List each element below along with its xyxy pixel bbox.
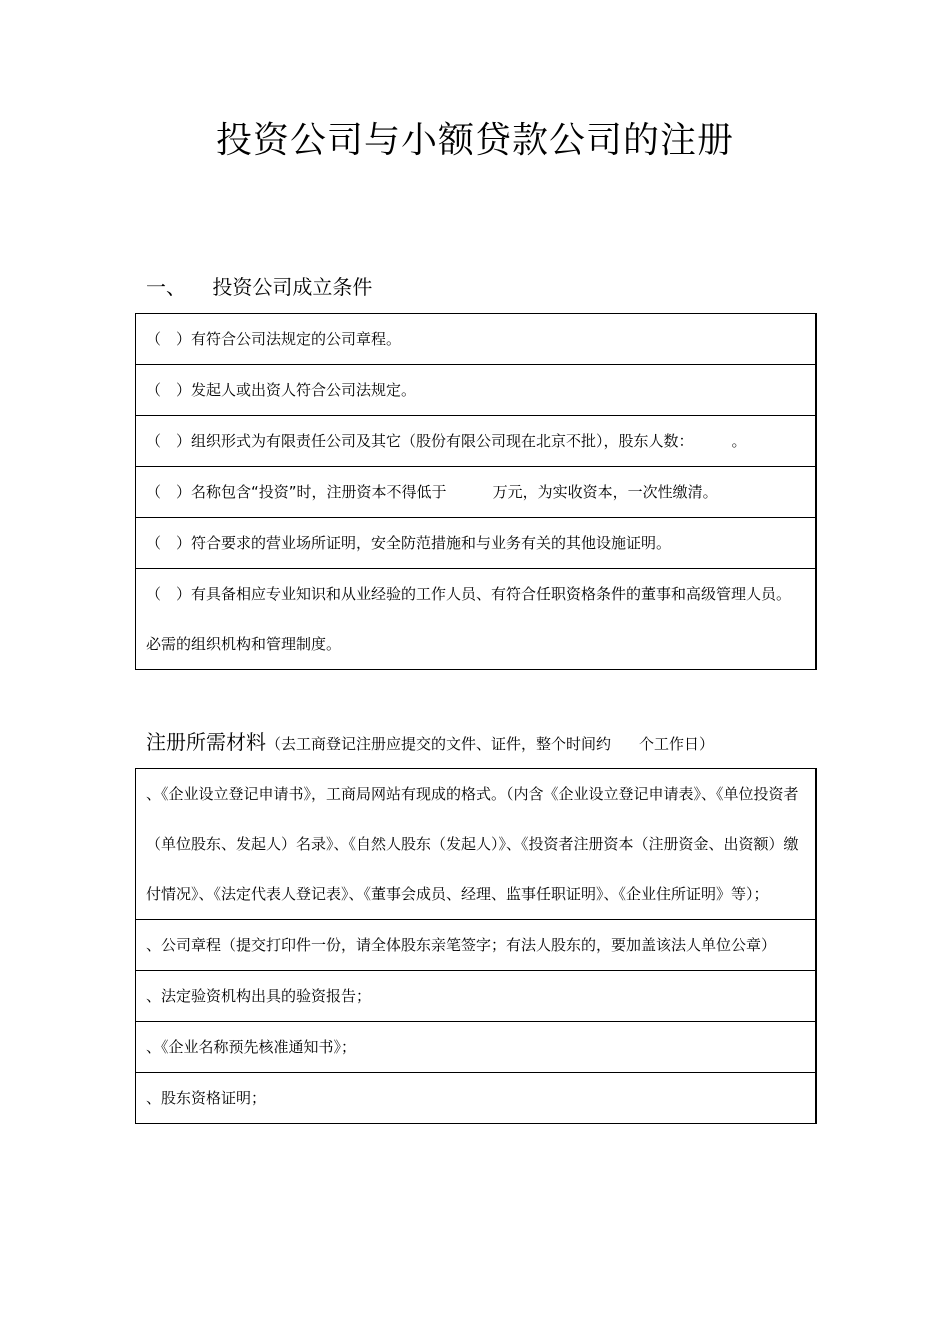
condition-row [136, 365, 815, 416]
condition-text: 符合要求的营业场所证明，安全防范措施和与业务有关的其他设施证明。 [191, 534, 672, 552]
condition-prefix: （ ） [146, 381, 192, 399]
condition-row [136, 467, 815, 518]
condition-row [136, 416, 815, 467]
material-row: 、股东资格证明； [146, 1089, 267, 1107]
materials-table [135, 768, 817, 1124]
material-row: 、法定验资机构出具的验资报告； [136, 971, 815, 1022]
condition-suffix: 万元，为实收资本，一次性缴清。 [492, 483, 718, 501]
section-number: 一、 [146, 275, 186, 299]
condition-row [136, 518, 815, 569]
condition-prefix: （ ） [146, 585, 192, 603]
conditions-table [135, 313, 817, 670]
condition-text: 名称包含“投资”时，注册资本不得低于 [191, 483, 447, 501]
condition-prefix: （ ） [146, 483, 192, 501]
section-heading-text: 投资公司成立条件 [212, 275, 373, 299]
document-title: 投资公司与小额贷款公司的注册 [215, 120, 734, 161]
condition-row [136, 569, 815, 669]
materials-heading-text: 注册所需材料 [146, 730, 266, 754]
condition-prefix: （ ） [146, 534, 192, 552]
condition-text: 组织形式为有限责任公司及其它（股份有限公司现在北京不批），股东人数： [191, 432, 694, 450]
condition-text: 发起人或出资人符合公司法规定。 [191, 381, 417, 399]
materials-note-before: （去工商登记注册应提交的文件、证件，整个时间约 [266, 735, 612, 753]
condition-text: 有具备相应专业知识和从业经验的工作人员、有符合任职资格条件的董事和高级管理人员。必需的组织机构和管理制度。 [146, 585, 792, 653]
material-row: 、公司章程（提交打印件一份，请全体股东亲笔签字；有法人股东的，要加盖该法人单位公章） [136, 920, 815, 971]
material-row: 、《企业名称预先核准通知书》； [136, 1022, 815, 1073]
material-row: 、《企业设立登记申请书》，工商局网站有现成的格式。（内含《企业设立登记申请表》、《单位投资者（单位股东、发起人）名录》、《自然人股东（发起人）》、《投资者注册资本（注册资金、出资额）缴付情况》、《法定代表人登记表》、《董事会成员、经理、监事任职证明》、《企业住所证明》等）； [136, 769, 815, 920]
condition-prefix: （ ） [146, 330, 192, 348]
section-heading-conditions [146, 271, 372, 300]
condition-text: 有符合公司法规定的公司章程。 [191, 330, 402, 348]
materials-note-after: 个工作日） [639, 735, 715, 753]
condition-prefix: （ ） [146, 432, 192, 450]
condition-row [136, 314, 815, 365]
condition-suffix: 。 [731, 432, 747, 450]
materials-heading [146, 726, 714, 755]
